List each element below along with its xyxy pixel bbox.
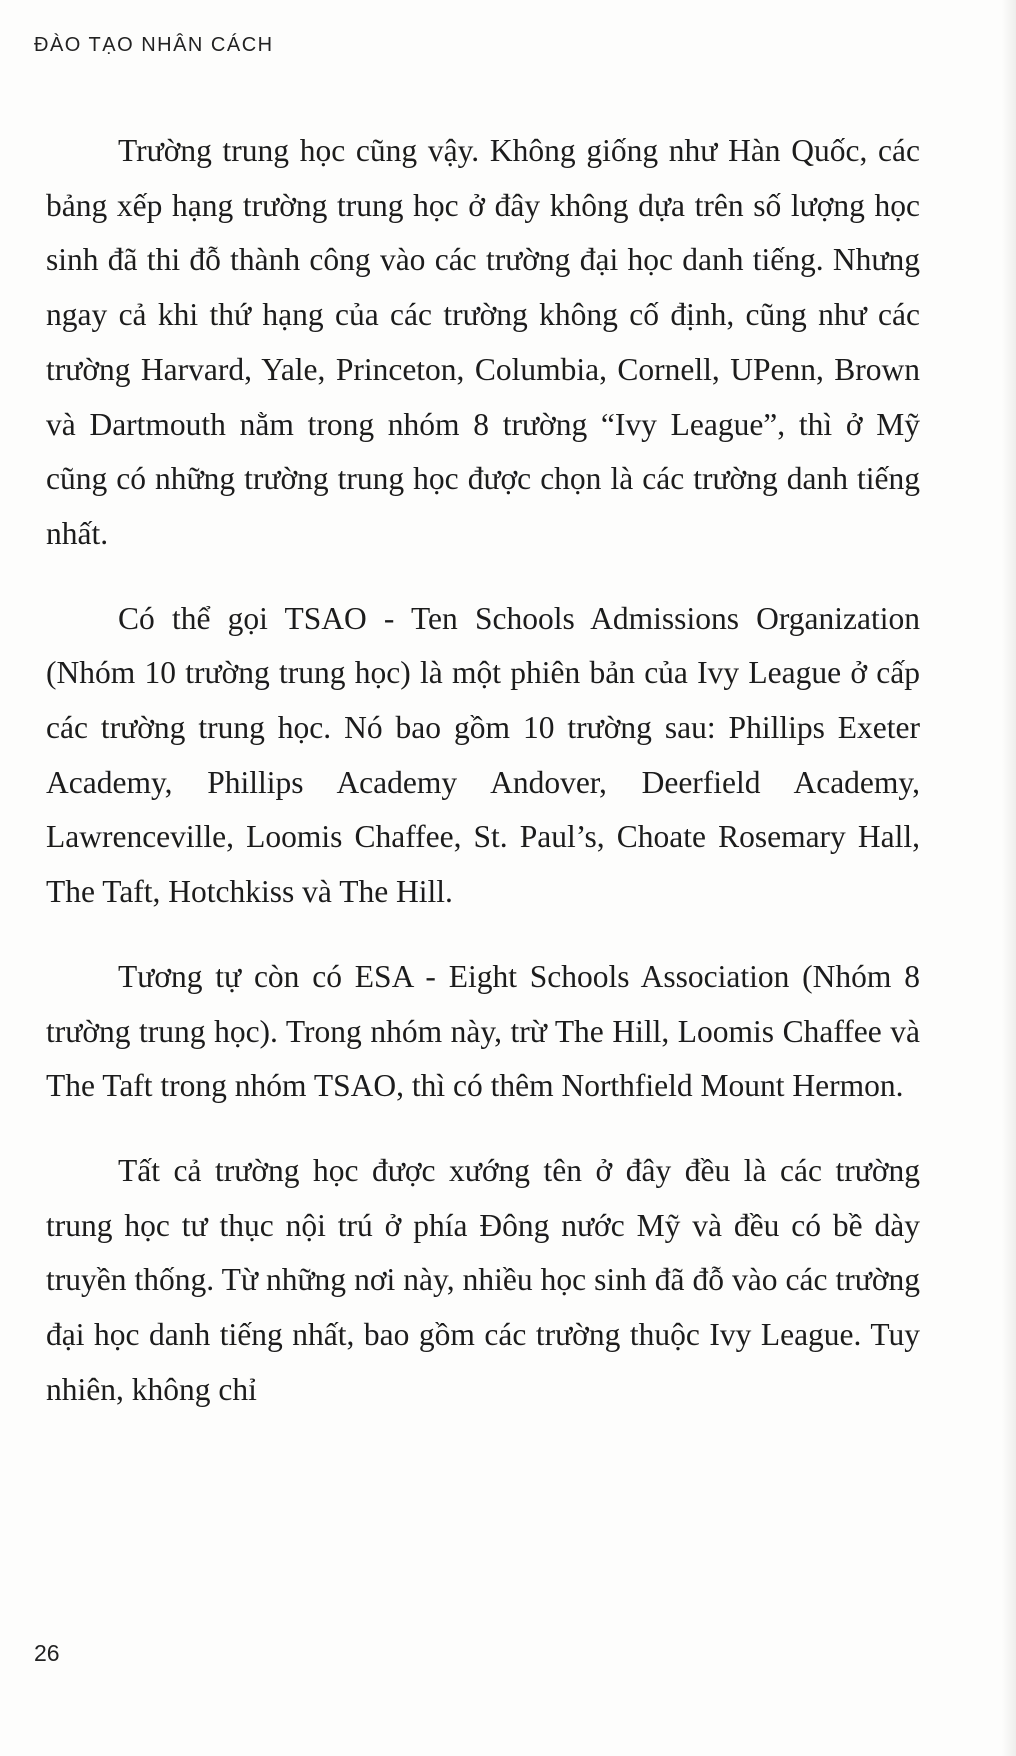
page-body [46, 124, 920, 1447]
paragraph-1: Trường trung học cũng vậy. Không giống như Hàn Quốc, các bảng xếp hạng trường trung học ở đây không dựa trên số lượng học sinh đã thi đỗ thành công vào các trường đại học danh tiếng. Nhưng ngay cả khi thứ hạng của các trường không cố định, cũng như các trường Harvard, Yale, Princeton, Columbia, Cornell, UPenn, Brown và Dartmouth nằm trong nhóm 8 trường “Ivy League”, thì ở Mỹ cũng có những trường trung học được chọn là các trường danh tiếng nhất. [46, 133, 920, 551]
page-edge-shadow [1002, 0, 1016, 1756]
paragraph-3: Tương tự còn có ESA - Eight Schools Association (Nhóm 8 trường trung học). Trong nhóm này, trừ The Hill, Loomis Chaffee và The Taft trong nhóm TSAO, thì có thêm Northfield Mount Hermon. [46, 958, 920, 1104]
paragraph-2: Có thể gọi TSAO - Ten Schools Admissions Organization (Nhóm 10 trường trung học) là một phiên bản của Ivy League ở cấp các trường trung học. Nó bao gồm 10 trường sau: Phillips Exeter Academy, Phillips Academy Andover, Deerfield Academy, Lawrenceville, Loomis Chaffee, St. Paul’s, Choate Rosemary Hall, The Taft, Hotchkiss và The Hill. [46, 600, 920, 910]
running-header-title: ĐÀO TẠO NHÂN CÁCH [34, 34, 274, 56]
page-number: 26 [34, 1640, 60, 1666]
paragraph-4: Tất cả trường học được xướng tên ở đây đều là các trường trung học tư thục nội trú ở phía Đông nước Mỹ và đều có bề dày truyền thống. Từ những nơi này, nhiều học sinh đã đỗ vào các trường đại học danh tiếng nhất, bao gồm các trường thuộc Ivy League. Tuy nhiên, không chỉ [46, 1152, 920, 1407]
